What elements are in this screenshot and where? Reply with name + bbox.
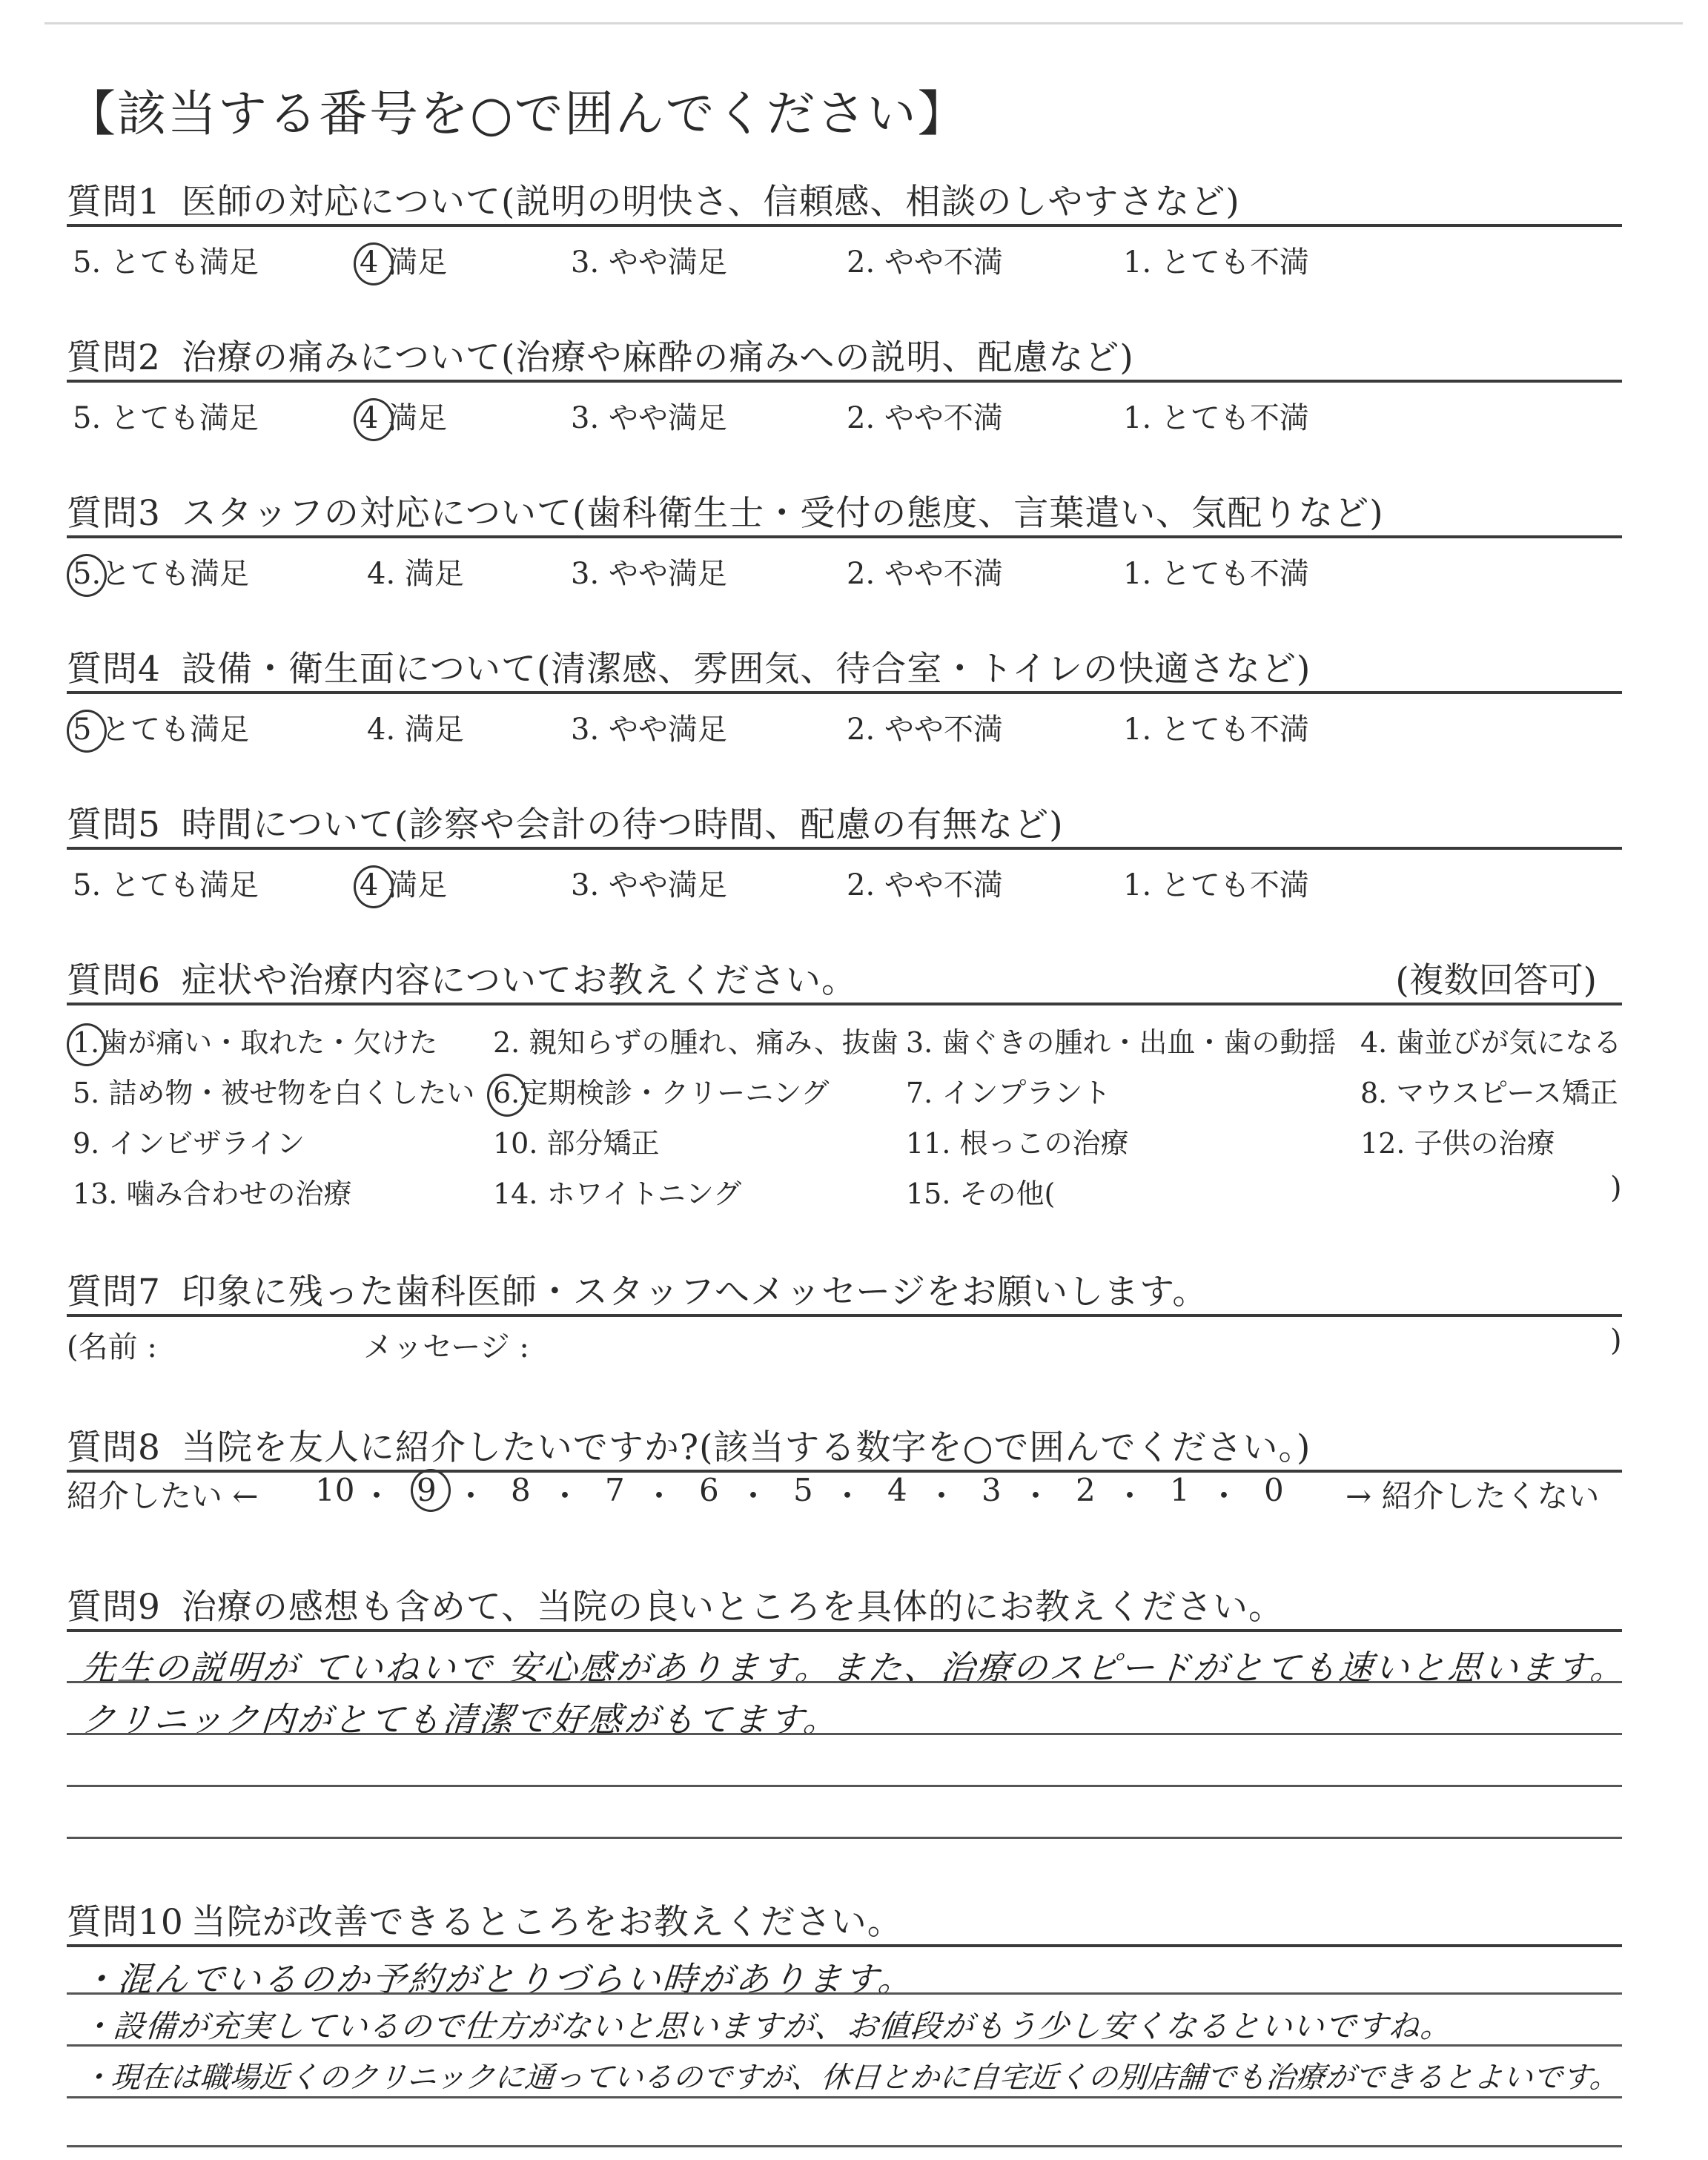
q8-scale-value-9[interactable] xyxy=(417,1472,437,1508)
q8-scale-value-5[interactable]: 5 xyxy=(793,1472,813,1508)
page-heading: 【該当する番号を○で囲んでください】 xyxy=(67,85,968,142)
q1-option-2[interactable]: 2. やや不満 xyxy=(847,245,1003,280)
selection-circle: 4 xyxy=(360,401,379,435)
q6-option-2[interactable]: 2. 親知らずの腫れ、痛み、抜歯 xyxy=(493,1026,898,1059)
q8-scale-separator: ・ xyxy=(1114,1478,1146,1514)
q2-option-5[interactable]: 5. とても満足 xyxy=(73,401,259,435)
q1-option-3[interactable]: 3. やや満足 xyxy=(571,245,727,280)
q8-scale-value-6[interactable]: 6 xyxy=(699,1472,719,1508)
question-text: 症状や治療内容についてお教えください。 xyxy=(181,960,857,1001)
q10-answer-line-1: ・混んでいるのか予約がとりづらい時があります。 xyxy=(79,1959,916,1999)
question-5-title xyxy=(67,797,1064,847)
q3-option-4[interactable]: 4. 満足 xyxy=(367,557,464,591)
q7-close-paren: ) xyxy=(1610,1324,1622,1358)
q6-other-close-paren: ) xyxy=(1610,1171,1622,1205)
question-number: 質問8 xyxy=(67,1427,161,1468)
q8-scale-value-2[interactable]: 2 xyxy=(1076,1472,1096,1508)
q3-option-2[interactable]: 2. やや不満 xyxy=(847,557,1003,591)
question-7-title xyxy=(67,1264,1208,1314)
q6-option-6-selected[interactable]: 6.定期検診・クリーニング xyxy=(493,1077,830,1109)
q6-option-12[interactable]: 12. 子供の治療 xyxy=(1360,1127,1555,1160)
question-number: 質問1 xyxy=(67,182,161,222)
page-top-rule xyxy=(44,22,1683,24)
q8-scale-value-7[interactable]: 7 xyxy=(605,1472,625,1508)
q6-option-4[interactable]: 4. 歯並びが気になる xyxy=(1360,1026,1622,1059)
question-text: 医師の対応について(説明の明快さ、信頼感、相談のしやすさなど) xyxy=(181,182,1240,222)
q7-name-field[interactable]: (名前 : xyxy=(67,1330,157,1364)
selection-circle: 5 xyxy=(73,713,92,747)
question-text: 当院を友人に紹介したいですか?(該当する数字を○で囲んでください。) xyxy=(181,1427,1311,1468)
q9-answer-line-1: 先生の説明が ていねいで 安心感があります。また、治療のスピードがとても速いと思います。 xyxy=(79,1648,1628,1688)
question-number: 質問10 xyxy=(67,1902,184,1943)
q6-option-15[interactable]: 15. その他( xyxy=(906,1178,1056,1210)
q8-scale-separator: ・ xyxy=(926,1478,958,1514)
question-text: スタッフの対応について(歯科衛生士・受付の態度、言葉遣い、気配りなど) xyxy=(181,493,1384,534)
q10-answer-line-3: ・現在は職場近くのクリニックに通っているのですが、休日とかに自宅近くの別店舗でも治療ができるとよいです。 xyxy=(80,2061,1621,2095)
q8-scale-value-0[interactable]: 0 xyxy=(1264,1472,1284,1508)
q9-answer-line-2: クリニック内がとても清潔で好感がもてます。 xyxy=(79,1700,841,1740)
question-text: 当院が改善できるところをお教えください。 xyxy=(191,1902,903,1943)
selection-circle: 4 xyxy=(360,868,379,902)
question-number: 質問4 xyxy=(67,649,161,690)
q2-option-2[interactable]: 2. やや不満 xyxy=(847,401,1003,435)
question-number: 質問3 xyxy=(67,493,161,534)
answer-line xyxy=(67,1992,1622,1995)
question-4-rule xyxy=(67,691,1622,694)
q8-scale-separator: ・ xyxy=(361,1478,393,1514)
question-5-rule xyxy=(67,847,1622,850)
q4-option-5-selected[interactable]: 5 とても満足 xyxy=(73,713,250,747)
q2-option-4-selected[interactable]: 4 満足 xyxy=(360,401,448,435)
answer-line xyxy=(67,2044,1622,2047)
q8-scale-separator: ・ xyxy=(1020,1478,1052,1514)
q3-option-1[interactable]: 1. とても不満 xyxy=(1123,557,1309,591)
q7-message-field[interactable]: メッセージ : xyxy=(363,1330,529,1364)
question-1-title xyxy=(67,174,1240,224)
question-text: 時間について(診察や会計の待つ時間、配慮の有無など) xyxy=(181,805,1064,845)
q8-scale-value-1[interactable]: 1 xyxy=(1170,1472,1190,1508)
q1-option-1[interactable]: 1. とても不満 xyxy=(1123,245,1309,280)
q8-scale-value-8[interactable]: 8 xyxy=(511,1472,531,1508)
question-6-rule xyxy=(67,1003,1622,1005)
q8-scale-separator: ・ xyxy=(643,1478,675,1514)
q6-option-14[interactable]: 14. ホワイトニング xyxy=(493,1178,742,1210)
question-text: 治療の感想も含めて、当院の良いところを具体的にお教えください。 xyxy=(181,1587,1284,1628)
selection-circle: 1. xyxy=(73,1026,100,1059)
selection-circle: 6. xyxy=(493,1077,520,1109)
question-text: 設備・衛生面について(清潔感、雰囲気、待合室・トイレの快適さなど) xyxy=(181,649,1311,690)
question-10-title xyxy=(67,1895,903,1944)
question-9-rule xyxy=(67,1629,1622,1632)
q2-option-3[interactable]: 3. やや満足 xyxy=(571,401,727,435)
q6-option-9[interactable]: 9. インビザライン xyxy=(73,1127,305,1160)
q4-option-1[interactable]: 1. とても不満 xyxy=(1123,713,1309,747)
multiple-answers-note: (複数回答可) xyxy=(1395,960,1597,1001)
q8-scale-value-3[interactable]: 3 xyxy=(982,1472,1002,1508)
question-number: 質問9 xyxy=(67,1587,161,1628)
answer-line xyxy=(67,1785,1622,1787)
selection-circle: 5. xyxy=(73,557,102,591)
question-8-title xyxy=(67,1420,1311,1470)
answer-line xyxy=(67,1681,1622,1683)
q3-option-5-selected[interactable]: 5.とても満足 xyxy=(73,557,250,591)
q4-option-2[interactable]: 2. やや不満 xyxy=(847,713,1003,747)
question-3-rule xyxy=(67,535,1622,538)
q4-option-4[interactable]: 4. 満足 xyxy=(367,713,464,747)
q10-answer-line-2: ・設備が充実しているので仕方がないと思いますが、お値段がもう少し安くなるといいですね。 xyxy=(80,2008,1454,2044)
question-7-rule xyxy=(67,1314,1622,1317)
q2-option-1[interactable]: 1. とても不満 xyxy=(1123,401,1309,435)
question-10-rule xyxy=(67,1944,1622,1947)
question-number: 質問7 xyxy=(67,1272,161,1312)
q8-scale-separator: ・ xyxy=(832,1478,864,1514)
question-text: 治療の痛みについて(治療や麻酔の痛みへの説明、配慮など) xyxy=(181,337,1134,378)
selection-circle: 4 xyxy=(360,245,379,280)
q5-option-1[interactable]: 1. とても不満 xyxy=(1123,868,1309,902)
question-number: 質問6 xyxy=(67,960,161,1001)
q5-option-2[interactable]: 2. やや不満 xyxy=(847,868,1003,902)
q5-option-4-selected[interactable]: 4 満足 xyxy=(360,868,448,902)
selection-circle: 9 xyxy=(417,1472,437,1508)
answer-line xyxy=(67,1733,1622,1735)
q6-option-8[interactable]: 8. マウスピース矯正 xyxy=(1360,1077,1618,1109)
question-4-title xyxy=(67,641,1311,691)
q4-option-3[interactable]: 3. やや満足 xyxy=(571,713,727,747)
q6-option-7[interactable]: 7. インプラント xyxy=(906,1077,1111,1109)
answer-line xyxy=(67,1837,1622,1839)
q8-right-label: → 紹介したくない xyxy=(1345,1478,1600,1514)
q8-scale-separator: ・ xyxy=(549,1478,581,1514)
q8-scale-value-10[interactable]: 10 xyxy=(315,1472,355,1508)
question-number: 質問2 xyxy=(67,337,161,378)
question-2-title xyxy=(67,330,1134,380)
q8-scale-separator: ・ xyxy=(1208,1478,1240,1514)
q5-option-3[interactable]: 3. やや満足 xyxy=(571,868,727,902)
q8-scale-separator: ・ xyxy=(455,1478,487,1514)
q6-option-5[interactable]: 5. 詰め物・被せ物を白くしたい xyxy=(73,1077,475,1109)
q6-option-1-selected[interactable]: 1.歯が痛い・取れた・欠けた xyxy=(73,1026,438,1059)
q5-option-5[interactable]: 5. とても満足 xyxy=(73,868,259,902)
question-1-rule xyxy=(67,224,1622,227)
q8-scale-value-4[interactable]: 4 xyxy=(887,1472,907,1508)
q6-option-11[interactable]: 11. 根っこの治療 xyxy=(906,1127,1129,1160)
q3-option-3[interactable]: 3. やや満足 xyxy=(571,557,727,591)
question-9-title xyxy=(67,1579,1284,1629)
question-6-title xyxy=(67,953,857,1003)
question-3-title xyxy=(67,486,1384,535)
q1-option-5[interactable]: 5. とても満足 xyxy=(73,245,259,280)
question-2-rule xyxy=(67,380,1622,383)
q6-option-3[interactable]: 3. 歯ぐきの腫れ・出血・歯の動揺 xyxy=(906,1026,1337,1059)
q6-option-10[interactable]: 10. 部分矯正 xyxy=(493,1127,660,1160)
answer-line xyxy=(67,2145,1622,2147)
answer-line xyxy=(67,2096,1622,2098)
q6-option-13[interactable]: 13. 噛み合わせの治療 xyxy=(73,1178,352,1210)
q8-scale-separator: ・ xyxy=(738,1478,769,1514)
q1-option-4-selected[interactable]: 4 満足 xyxy=(360,245,448,280)
question-text: 印象に残った歯科医師・スタッフへメッセージをお願いします。 xyxy=(181,1272,1208,1312)
q8-left-label: 紹介したい ← xyxy=(67,1478,259,1514)
question-number: 質問5 xyxy=(67,805,161,845)
